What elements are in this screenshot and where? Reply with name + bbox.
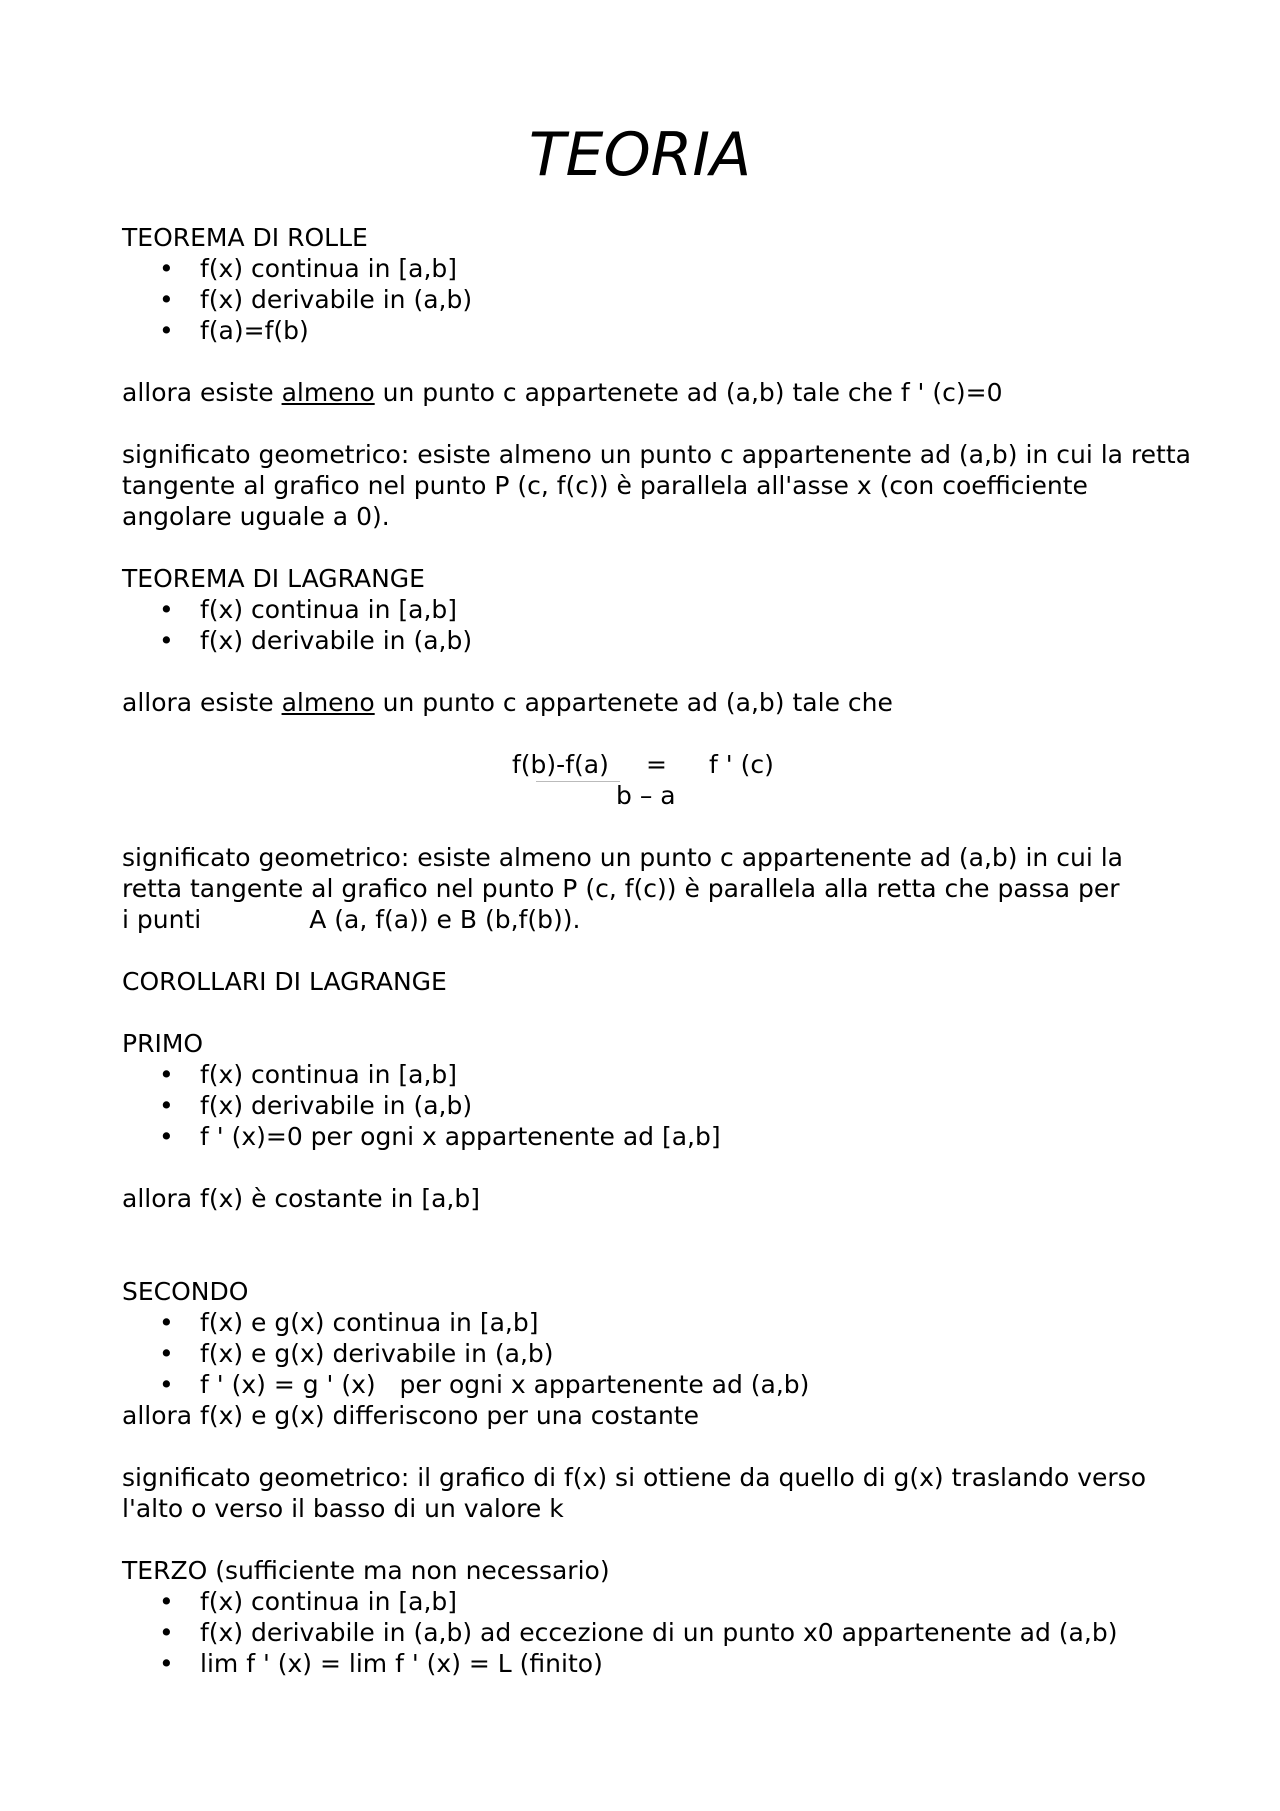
fraction-bar bbox=[536, 781, 620, 782]
subsection-heading-primo: PRIMO bbox=[122, 1029, 204, 1058]
document-body bbox=[122, 222, 1202, 1679]
lagrange-conditions bbox=[122, 594, 1202, 656]
list-item: • f(x) e g(x) derivabile in (a,b) bbox=[122, 1338, 1202, 1369]
list-item: • f(x) continua in [a,b] bbox=[122, 594, 1202, 625]
list-item: • f ' (x) = g ' (x) per ogni x appartenente ad (a,b) bbox=[122, 1369, 1202, 1400]
page-title: TEORIA bbox=[528, 120, 752, 190]
section-heading-rolle: TEOREMA DI ROLLE bbox=[122, 223, 368, 252]
list-item: • f(a)=f(b) bbox=[122, 315, 1202, 346]
terzo-conditions bbox=[122, 1586, 1202, 1679]
rolle-conditions bbox=[122, 253, 1202, 346]
primo-conclusion: allora f(x) è costante in [a,b] bbox=[122, 1184, 480, 1213]
formula-denominator: b – a bbox=[616, 781, 676, 810]
lagrange-formula bbox=[122, 749, 1202, 811]
section-heading-lagrange: TEOREMA DI LAGRANGE bbox=[122, 564, 425, 593]
list-item: • f(x) continua in [a,b] bbox=[122, 1586, 1202, 1617]
subsection-heading-secondo: SECONDO bbox=[122, 1277, 249, 1306]
list-item: • f(x) continua in [a,b] bbox=[122, 1059, 1202, 1090]
rolle-conclusion: allora esiste almeno un punto c appartenete ad (a,b) tale che f ' (c)=0 bbox=[122, 378, 1003, 407]
list-item: • f(x) continua in [a,b] bbox=[122, 253, 1202, 284]
list-item: • f(x) e g(x) continua in [a,b] bbox=[122, 1307, 1202, 1338]
primo-conditions bbox=[122, 1059, 1202, 1152]
list-item: • f ' (x)=0 per ogni x appartenente ad [a,b] bbox=[122, 1121, 1202, 1152]
list-item: • lim f ' (x) = lim f ' (x) = L (finito) bbox=[122, 1648, 1202, 1679]
secondo-geometric-meaning: significato geometrico: il grafico di f(x) si ottiene da quello di g(x) traslando verso l'alto o verso il basso di un valore k bbox=[122, 1463, 1147, 1523]
subsection-heading-terzo: TERZO (sufficiente ma non necessario) bbox=[122, 1556, 610, 1585]
list-item: • f(x) derivabile in (a,b) bbox=[122, 284, 1202, 315]
section-heading-corollari: COROLLARI DI LAGRANGE bbox=[122, 967, 447, 996]
formula-numerator: f(b)-f(a) bbox=[512, 750, 609, 779]
lagrange-geometric-meaning: significato geometrico: esiste almeno un punto c appartenente ad (a,b) in cui la retta tangente al grafico nel punto P (c, f(c)) è parallela alla retta che passa per i punti A (a, f(a)) e B (b,f(b)). bbox=[122, 843, 1123, 934]
underlined-text: almeno bbox=[281, 378, 375, 407]
underlined-text: almeno bbox=[281, 688, 375, 717]
secondo-conclusion: allora f(x) e g(x) differiscono per una costante bbox=[122, 1401, 699, 1430]
formula-equals: = bbox=[646, 750, 667, 779]
secondo-conditions bbox=[122, 1307, 1202, 1400]
list-item: • f(x) derivabile in (a,b) bbox=[122, 625, 1202, 656]
list-item: • f(x) derivabile in (a,b) bbox=[122, 1090, 1202, 1121]
formula-rhs: f ' (c) bbox=[709, 750, 774, 779]
rolle-geometric-meaning: significato geometrico: esiste almeno un punto c appartenente ad (a,b) in cui la retta tangente al grafico nel punto P (c, f(c)) è parallela all'asse x (con coefficiente angolare uguale a 0). bbox=[122, 440, 1191, 531]
list-item: • f(x) derivabile in (a,b) ad eccezione di un punto x0 appartenente ad (a,b) bbox=[122, 1617, 1202, 1648]
lagrange-conclusion: allora esiste almeno un punto c appartenete ad (a,b) tale che bbox=[122, 688, 893, 717]
